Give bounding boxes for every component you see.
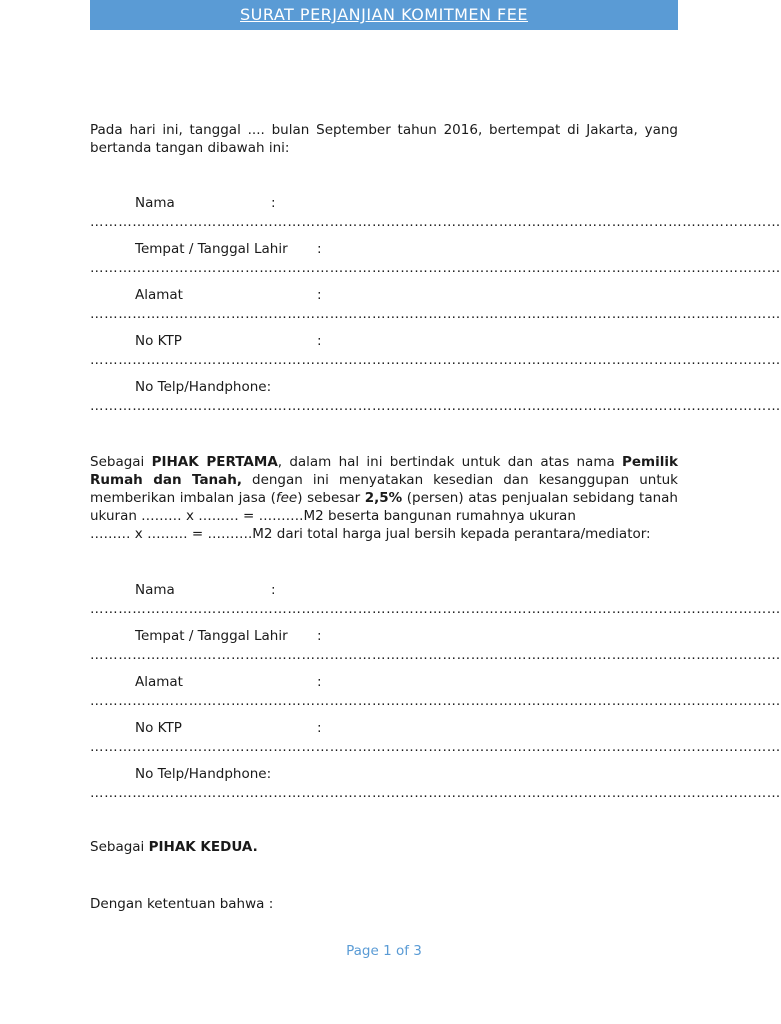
field-dots: ………………………………………………………………………………………………………………………………… [90, 647, 781, 663]
field-colon: : [271, 582, 276, 598]
field-colon: : [317, 674, 322, 690]
field-colon: : [317, 628, 322, 644]
pihak-pertama-label: PIHAK PERTAMA [151, 454, 278, 470]
field-label-telp: No Telp/Handphone: [135, 379, 272, 395]
field-dots: ………………………………………………………………………………………………………………………………… [90, 260, 781, 276]
field-colon: : [317, 241, 322, 257]
field-colon: : [271, 195, 276, 211]
field-dots: ………………………………………………………………………………………………………………………………… [90, 785, 781, 801]
field-label-ttl: Tempat / Tanggal Lahir [135, 628, 288, 644]
pihak-kedua-line: Sebagai PIHAK KEDUA. [90, 839, 258, 855]
field-label-nama: Nama [135, 195, 175, 211]
field-dots: ………………………………………………………………………………………………………………………………… [90, 398, 781, 414]
field-dots: ………………………………………………………………………………………………………………………………… [90, 693, 781, 709]
field-colon: : [317, 287, 322, 303]
field-label-alamat: Alamat [135, 674, 183, 690]
page-number: Page 1 of 3 [346, 943, 422, 959]
pihak-kedua-label: PIHAK KEDUA. [148, 839, 258, 855]
field-label-alamat: Alamat [135, 287, 183, 303]
field-label-ttl: Tempat / Tanggal Lahir [135, 241, 288, 257]
field-dots: ………………………………………………………………………………………………………………………………… [90, 306, 781, 322]
field-colon: : [317, 333, 322, 349]
ketentuan-line: Dengan ketentuan bahwa : [90, 896, 274, 912]
document-title: SURAT PERJANJIAN KOMITMEN FEE [240, 5, 528, 24]
field-dots: ………………………………………………………………………………………………………………………………… [90, 352, 781, 368]
field-dots: ………………………………………………………………………………………………………………………………… [90, 214, 781, 230]
document-title-bar [90, 0, 678, 30]
fee-percent: 2,5% [364, 490, 403, 506]
pemilik-label: Pemilik Rumah dan Tanah, [90, 454, 678, 488]
intro-paragraph: Pada hari ini, tanggal .... bulan September tahun 2016, bertempat di Jakarta, yang bertanda tangan dibawah ini: [90, 122, 678, 156]
pihak-pertama-paragraph: Sebagai PIHAK PERTAMA, dalam hal ini bertindak untuk dan atas nama Pemilik Rumah dan Tanah, dengan ini menyatakan kesedian dan kesanggupan untuk memberikan imbalan jasa (fee) sebesar 2,5% (persen) atas penjualan sebidang tanah ukuran ……… x ……… = ……….M2 beserta bangunan rumahnya ukuran ……… x ……… = ……….M2 dari total harga jual bersih kepada perantara/mediator: [90, 454, 678, 542]
field-dots: ………………………………………………………………………………………………………………………………… [90, 739, 781, 755]
field-label-ktp: No KTP [135, 333, 182, 349]
field-label-telp: No Telp/Handphone: [135, 766, 272, 782]
field-dots: ………………………………………………………………………………………………………………………………… [90, 601, 781, 617]
field-colon: : [317, 720, 322, 736]
field-label-nama: Nama [135, 582, 175, 598]
field-label-ktp: No KTP [135, 720, 182, 736]
